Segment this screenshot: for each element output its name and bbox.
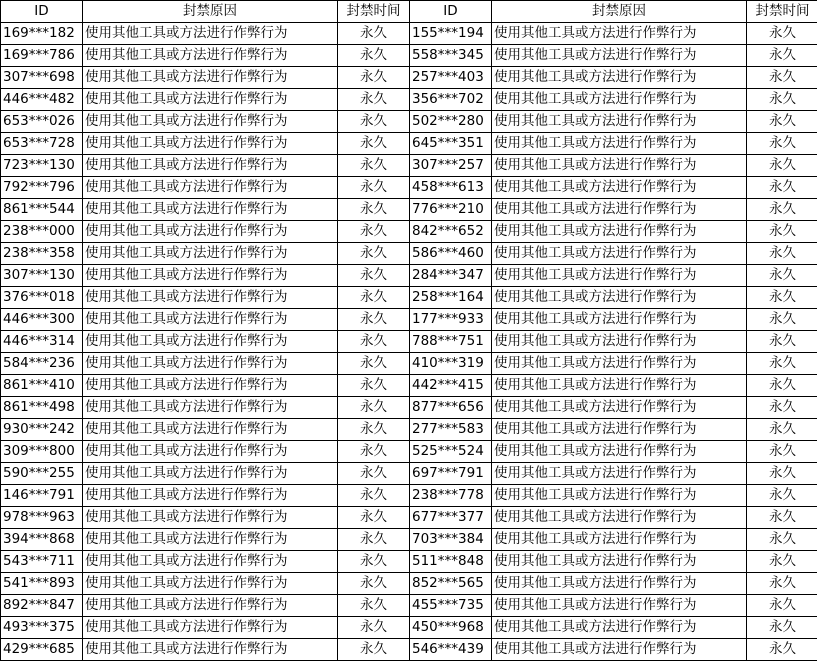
duration-cell: 永久 bbox=[747, 45, 817, 67]
duration-cell: 永久 bbox=[747, 331, 817, 353]
duration-cell: 永久 bbox=[747, 265, 817, 287]
id-cell: 697***791 bbox=[410, 463, 492, 485]
id-cell: 257***403 bbox=[410, 67, 492, 89]
header-duration-left: 封禁时间 bbox=[338, 1, 410, 23]
reason-cell: 使用其他工具或方法进行作弊行为 bbox=[492, 595, 747, 617]
id-cell: 356***702 bbox=[410, 89, 492, 111]
reason-cell: 使用其他工具或方法进行作弊行为 bbox=[492, 309, 747, 331]
header-reason-left: 封禁原因 bbox=[83, 1, 338, 23]
reason-cell: 使用其他工具或方法进行作弊行为 bbox=[492, 89, 747, 111]
id-cell: 446***314 bbox=[1, 331, 83, 353]
id-cell: 584***236 bbox=[1, 353, 83, 375]
reason-cell: 使用其他工具或方法进行作弊行为 bbox=[83, 353, 338, 375]
id-cell: 238***000 bbox=[1, 221, 83, 243]
reason-cell: 使用其他工具或方法进行作弊行为 bbox=[492, 23, 747, 45]
reason-cell: 使用其他工具或方法进行作弊行为 bbox=[83, 397, 338, 419]
id-cell: 861***410 bbox=[1, 375, 83, 397]
reason-cell: 使用其他工具或方法进行作弊行为 bbox=[492, 331, 747, 353]
table-row bbox=[1, 529, 817, 551]
id-cell: 458***613 bbox=[410, 177, 492, 199]
reason-cell: 使用其他工具或方法进行作弊行为 bbox=[492, 221, 747, 243]
reason-cell: 使用其他工具或方法进行作弊行为 bbox=[492, 507, 747, 529]
reason-cell: 使用其他工具或方法进行作弊行为 bbox=[83, 309, 338, 331]
reason-cell: 使用其他工具或方法进行作弊行为 bbox=[83, 89, 338, 111]
reason-cell: 使用其他工具或方法进行作弊行为 bbox=[492, 573, 747, 595]
table-row bbox=[1, 485, 817, 507]
reason-cell: 使用其他工具或方法进行作弊行为 bbox=[492, 287, 747, 309]
table-row bbox=[1, 287, 817, 309]
id-cell: 429***685 bbox=[1, 639, 83, 661]
id-cell: 169***786 bbox=[1, 45, 83, 67]
header-reason-right: 封禁原因 bbox=[492, 1, 747, 23]
reason-cell: 使用其他工具或方法进行作弊行为 bbox=[83, 617, 338, 639]
duration-cell: 永久 bbox=[747, 507, 817, 529]
reason-cell: 使用其他工具或方法进行作弊行为 bbox=[492, 67, 747, 89]
table-row bbox=[1, 199, 817, 221]
duration-cell: 永久 bbox=[747, 133, 817, 155]
table-row bbox=[1, 23, 817, 45]
id-cell: 877***656 bbox=[410, 397, 492, 419]
id-cell: 776***210 bbox=[410, 199, 492, 221]
duration-cell: 永久 bbox=[747, 529, 817, 551]
table-row bbox=[1, 111, 817, 133]
table-row bbox=[1, 243, 817, 265]
id-cell: 930***242 bbox=[1, 419, 83, 441]
reason-cell: 使用其他工具或方法进行作弊行为 bbox=[83, 485, 338, 507]
duration-cell: 永久 bbox=[747, 111, 817, 133]
table-row bbox=[1, 45, 817, 67]
duration-cell: 永久 bbox=[747, 419, 817, 441]
duration-cell: 永久 bbox=[338, 463, 410, 485]
ban-list-body bbox=[1, 23, 817, 661]
id-cell: 546***439 bbox=[410, 639, 492, 661]
id-cell: 852***565 bbox=[410, 573, 492, 595]
duration-cell: 永久 bbox=[338, 265, 410, 287]
duration-cell: 永久 bbox=[338, 287, 410, 309]
table-row bbox=[1, 155, 817, 177]
duration-cell: 永久 bbox=[338, 155, 410, 177]
duration-cell: 永久 bbox=[338, 309, 410, 331]
duration-cell: 永久 bbox=[747, 155, 817, 177]
duration-cell: 永久 bbox=[338, 331, 410, 353]
id-cell: 558***345 bbox=[410, 45, 492, 67]
reason-cell: 使用其他工具或方法进行作弊行为 bbox=[83, 221, 338, 243]
reason-cell: 使用其他工具或方法进行作弊行为 bbox=[492, 265, 747, 287]
duration-cell: 永久 bbox=[338, 441, 410, 463]
duration-cell: 永久 bbox=[747, 177, 817, 199]
duration-cell: 永久 bbox=[338, 507, 410, 529]
duration-cell: 永久 bbox=[747, 441, 817, 463]
duration-cell: 永久 bbox=[338, 551, 410, 573]
id-cell: 543***711 bbox=[1, 551, 83, 573]
duration-cell: 永久 bbox=[338, 111, 410, 133]
reason-cell: 使用其他工具或方法进行作弊行为 bbox=[83, 67, 338, 89]
duration-cell: 永久 bbox=[747, 375, 817, 397]
duration-cell: 永久 bbox=[338, 177, 410, 199]
reason-cell: 使用其他工具或方法进行作弊行为 bbox=[83, 507, 338, 529]
reason-cell: 使用其他工具或方法进行作弊行为 bbox=[83, 331, 338, 353]
table-row bbox=[1, 463, 817, 485]
reason-cell: 使用其他工具或方法进行作弊行为 bbox=[83, 199, 338, 221]
duration-cell: 永久 bbox=[338, 199, 410, 221]
id-cell: 309***800 bbox=[1, 441, 83, 463]
reason-cell: 使用其他工具或方法进行作弊行为 bbox=[492, 45, 747, 67]
id-cell: 284***347 bbox=[410, 265, 492, 287]
id-cell: 892***847 bbox=[1, 595, 83, 617]
duration-cell: 永久 bbox=[338, 243, 410, 265]
id-cell: 842***652 bbox=[410, 221, 492, 243]
duration-cell: 永久 bbox=[747, 353, 817, 375]
reason-cell: 使用其他工具或方法进行作弊行为 bbox=[83, 155, 338, 177]
reason-cell: 使用其他工具或方法进行作弊行为 bbox=[83, 463, 338, 485]
header-id-right: ID bbox=[410, 1, 492, 23]
table-row bbox=[1, 595, 817, 617]
duration-cell: 永久 bbox=[747, 573, 817, 595]
id-cell: 307***257 bbox=[410, 155, 492, 177]
id-cell: 277***583 bbox=[410, 419, 492, 441]
id-cell: 307***698 bbox=[1, 67, 83, 89]
reason-cell: 使用其他工具或方法进行作弊行为 bbox=[83, 441, 338, 463]
table-row bbox=[1, 375, 817, 397]
id-cell: 446***482 bbox=[1, 89, 83, 111]
table-row bbox=[1, 133, 817, 155]
reason-cell: 使用其他工具或方法进行作弊行为 bbox=[492, 199, 747, 221]
header-duration-right: 封禁时间 bbox=[747, 1, 817, 23]
duration-cell: 永久 bbox=[747, 617, 817, 639]
reason-cell: 使用其他工具或方法进行作弊行为 bbox=[492, 419, 747, 441]
reason-cell: 使用其他工具或方法进行作弊行为 bbox=[492, 441, 747, 463]
table-row bbox=[1, 441, 817, 463]
id-cell: 586***460 bbox=[410, 243, 492, 265]
duration-cell: 永久 bbox=[747, 23, 817, 45]
header-row bbox=[1, 1, 817, 23]
duration-cell: 永久 bbox=[338, 617, 410, 639]
reason-cell: 使用其他工具或方法进行作弊行为 bbox=[83, 375, 338, 397]
id-cell: 541***893 bbox=[1, 573, 83, 595]
id-cell: 861***498 bbox=[1, 397, 83, 419]
reason-cell: 使用其他工具或方法进行作弊行为 bbox=[492, 617, 747, 639]
reason-cell: 使用其他工具或方法进行作弊行为 bbox=[492, 133, 747, 155]
reason-cell: 使用其他工具或方法进行作弊行为 bbox=[492, 177, 747, 199]
id-cell: 861***544 bbox=[1, 199, 83, 221]
reason-cell: 使用其他工具或方法进行作弊行为 bbox=[83, 243, 338, 265]
reason-cell: 使用其他工具或方法进行作弊行为 bbox=[83, 419, 338, 441]
duration-cell: 永久 bbox=[338, 353, 410, 375]
duration-cell: 永久 bbox=[338, 639, 410, 661]
id-cell: 238***778 bbox=[410, 485, 492, 507]
id-cell: 653***728 bbox=[1, 133, 83, 155]
duration-cell: 永久 bbox=[747, 287, 817, 309]
id-cell: 653***026 bbox=[1, 111, 83, 133]
table-row bbox=[1, 419, 817, 441]
id-cell: 376***018 bbox=[1, 287, 83, 309]
id-cell: 703***384 bbox=[410, 529, 492, 551]
reason-cell: 使用其他工具或方法进行作弊行为 bbox=[492, 485, 747, 507]
id-cell: 394***868 bbox=[1, 529, 83, 551]
duration-cell: 永久 bbox=[747, 463, 817, 485]
duration-cell: 永久 bbox=[338, 397, 410, 419]
table-row bbox=[1, 89, 817, 111]
duration-cell: 永久 bbox=[747, 243, 817, 265]
reason-cell: 使用其他工具或方法进行作弊行为 bbox=[83, 529, 338, 551]
id-cell: 455***735 bbox=[410, 595, 492, 617]
id-cell: 169***182 bbox=[1, 23, 83, 45]
table-row bbox=[1, 177, 817, 199]
duration-cell: 永久 bbox=[747, 221, 817, 243]
duration-cell: 永久 bbox=[338, 419, 410, 441]
id-cell: 410***319 bbox=[410, 353, 492, 375]
reason-cell: 使用其他工具或方法进行作弊行为 bbox=[83, 133, 338, 155]
id-cell: 502***280 bbox=[410, 111, 492, 133]
table-row bbox=[1, 551, 817, 573]
id-cell: 155***194 bbox=[410, 23, 492, 45]
table-row bbox=[1, 309, 817, 331]
id-cell: 788***751 bbox=[410, 331, 492, 353]
id-cell: 450***968 bbox=[410, 617, 492, 639]
id-cell: 723***130 bbox=[1, 155, 83, 177]
reason-cell: 使用其他工具或方法进行作弊行为 bbox=[83, 45, 338, 67]
duration-cell: 永久 bbox=[338, 221, 410, 243]
reason-cell: 使用其他工具或方法进行作弊行为 bbox=[492, 155, 747, 177]
duration-cell: 永久 bbox=[747, 397, 817, 419]
id-cell: 525***524 bbox=[410, 441, 492, 463]
id-cell: 177***933 bbox=[410, 309, 492, 331]
duration-cell: 永久 bbox=[747, 199, 817, 221]
reason-cell: 使用其他工具或方法进行作弊行为 bbox=[492, 551, 747, 573]
duration-cell: 永久 bbox=[338, 375, 410, 397]
duration-cell: 永久 bbox=[747, 551, 817, 573]
reason-cell: 使用其他工具或方法进行作弊行为 bbox=[83, 573, 338, 595]
duration-cell: 永久 bbox=[747, 639, 817, 661]
duration-cell: 永久 bbox=[338, 67, 410, 89]
reason-cell: 使用其他工具或方法进行作弊行为 bbox=[492, 639, 747, 661]
reason-cell: 使用其他工具或方法进行作弊行为 bbox=[492, 529, 747, 551]
id-cell: 978***963 bbox=[1, 507, 83, 529]
reason-cell: 使用其他工具或方法进行作弊行为 bbox=[83, 287, 338, 309]
id-cell: 511***848 bbox=[410, 551, 492, 573]
id-cell: 258***164 bbox=[410, 287, 492, 309]
id-cell: 493***375 bbox=[1, 617, 83, 639]
id-cell: 645***351 bbox=[410, 133, 492, 155]
table-row bbox=[1, 617, 817, 639]
reason-cell: 使用其他工具或方法进行作弊行为 bbox=[492, 463, 747, 485]
table-row bbox=[1, 331, 817, 353]
duration-cell: 永久 bbox=[338, 23, 410, 45]
reason-cell: 使用其他工具或方法进行作弊行为 bbox=[83, 177, 338, 199]
reason-cell: 使用其他工具或方法进行作弊行为 bbox=[83, 111, 338, 133]
table-row bbox=[1, 573, 817, 595]
duration-cell: 永久 bbox=[338, 529, 410, 551]
id-cell: 677***377 bbox=[410, 507, 492, 529]
table-row bbox=[1, 397, 817, 419]
reason-cell: 使用其他工具或方法进行作弊行为 bbox=[83, 23, 338, 45]
duration-cell: 永久 bbox=[747, 595, 817, 617]
duration-cell: 永久 bbox=[338, 595, 410, 617]
reason-cell: 使用其他工具或方法进行作弊行为 bbox=[492, 353, 747, 375]
duration-cell: 永久 bbox=[338, 89, 410, 111]
reason-cell: 使用其他工具或方法进行作弊行为 bbox=[492, 397, 747, 419]
reason-cell: 使用其他工具或方法进行作弊行为 bbox=[83, 265, 338, 287]
reason-cell: 使用其他工具或方法进行作弊行为 bbox=[492, 375, 747, 397]
table-row bbox=[1, 507, 817, 529]
id-cell: 238***358 bbox=[1, 243, 83, 265]
duration-cell: 永久 bbox=[338, 485, 410, 507]
duration-cell: 永久 bbox=[747, 89, 817, 111]
duration-cell: 永久 bbox=[338, 45, 410, 67]
id-cell: 307***130 bbox=[1, 265, 83, 287]
duration-cell: 永久 bbox=[747, 309, 817, 331]
reason-cell: 使用其他工具或方法进行作弊行为 bbox=[83, 551, 338, 573]
duration-cell: 永久 bbox=[747, 67, 817, 89]
table-row bbox=[1, 353, 817, 375]
duration-cell: 永久 bbox=[338, 133, 410, 155]
table-row bbox=[1, 265, 817, 287]
reason-cell: 使用其他工具或方法进行作弊行为 bbox=[83, 639, 338, 661]
reason-cell: 使用其他工具或方法进行作弊行为 bbox=[492, 243, 747, 265]
id-cell: 442***415 bbox=[410, 375, 492, 397]
id-cell: 446***300 bbox=[1, 309, 83, 331]
table-row bbox=[1, 67, 817, 89]
duration-cell: 永久 bbox=[747, 485, 817, 507]
table-row bbox=[1, 639, 817, 661]
duration-cell: 永久 bbox=[338, 573, 410, 595]
header-id-left: ID bbox=[1, 1, 83, 23]
reason-cell: 使用其他工具或方法进行作弊行为 bbox=[492, 111, 747, 133]
id-cell: 792***796 bbox=[1, 177, 83, 199]
id-cell: 590***255 bbox=[1, 463, 83, 485]
reason-cell: 使用其他工具或方法进行作弊行为 bbox=[83, 595, 338, 617]
table-row bbox=[1, 221, 817, 243]
id-cell: 146***791 bbox=[1, 485, 83, 507]
